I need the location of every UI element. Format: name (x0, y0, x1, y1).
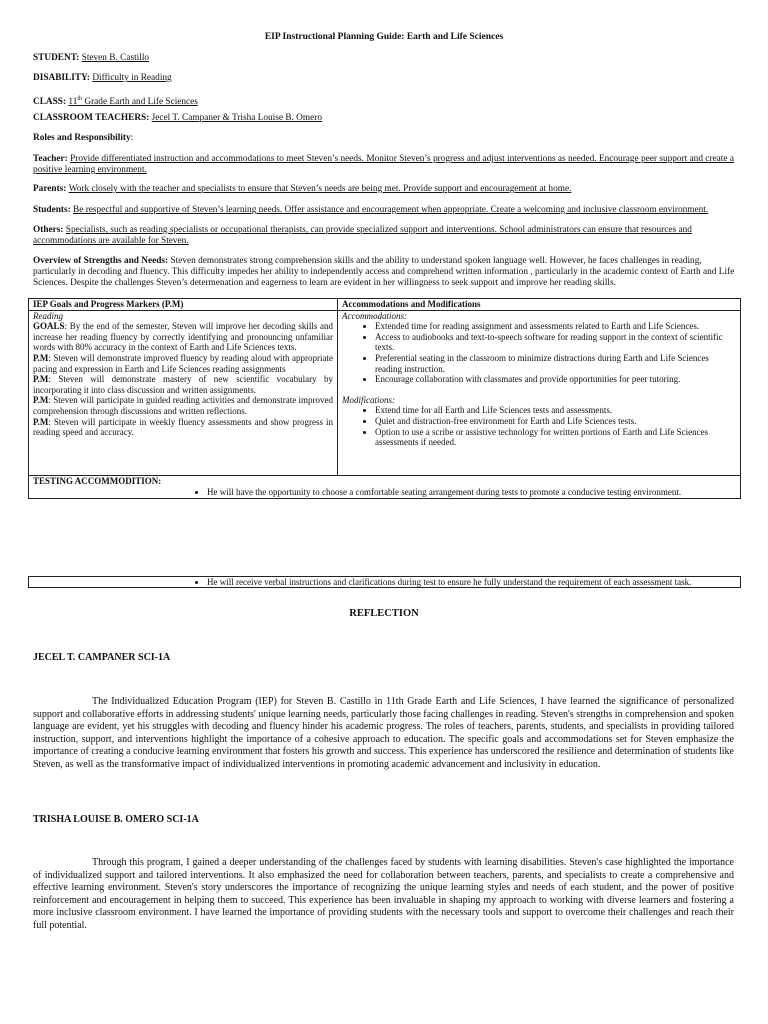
overview-paragraph: Overview of Strengths and Needs: Steven demonstrates strong comprehension skills and the ability to understand spoken language well. However, he faces challenges in reading, particularly in decoding and fluency. This difficulty impedes her ability to independently access and comprehend written information , particularly in the academic context of Earth and Life Sciences. Despite the challenges Steven’s determenation and eagerness to learn are evident in her willingness to seek support and improve her reading skills. (33, 256, 735, 288)
class-grade-suffix: th (77, 96, 83, 102)
goals-column-header: IEP Goals and Progress Markers (P.M) (29, 299, 338, 311)
list-item: • Preferential seating in the classroom to minimize distractions during Earth and Life Sciences reading instruction. (375, 353, 736, 374)
list-item: • Extended time for reading assignment and assessments related to Earth and Life Sciences. (375, 321, 736, 332)
class-grade: 11 (68, 97, 78, 108)
progress-marker: P.M: Steven will participate in weekly fluency assessments and show progress in reading speed and accuracy. (33, 416, 333, 438)
student-label: STUDENT (33, 53, 77, 63)
accommodations-list (342, 321, 736, 385)
progress-marker: P.M: Steven will demonstrate improved fluency by reading aloud with appropriate pacing and expression in Earth and Life Sciences reading assignments (33, 352, 333, 374)
student-line: STUDENT: Steven B. Castillo (33, 53, 150, 63)
parents-role: Parents: Work closely with the teacher and specialists to ensure that Steven’s needs are being met. Provide support and encouragement at home. (33, 184, 572, 194)
reflection-author: TRISHA LOUISE B. OMERO SCI-1A (33, 814, 199, 825)
list-item: • Access to audiobooks and text-to-speech software for reading support in the context of scientific texts. (375, 332, 736, 353)
list-item: • Encourage collaboration with classmates and provide opportunities for peer tutoring. (375, 374, 736, 385)
reflection-paragraph: Through this program, I gained a deeper understanding of the challenges faced by students with learning disabilities. Steven's case highlighted the importance of individualized support and tailored interventions. It also emphasized the need for collaboration between teachers, parents, and specialists to create a comprehensive and effective learning environment. Steven's story underscores the importance of recognizing the unique learning styles and needs of each student, and the power of positive reinforcement and encouragement in helping them to succeed. This experience has been invaluable in shaping my approach to working with diverse learners and fostering a more inclusive classroom environment. I have learned the importance of providing students with the necessary tools and support to overcome their challenges and reach their full potential. (33, 857, 734, 931)
reflection-paragraph: The Individualized Education Program (IEP) for Steven B. Castillo in 11th Grade Earth and Life Sciences, I have learned the significance of personalized support and collaborative efforts in addressing students' unique learning needs, particularly those facing challenges in reading. Steven's strengths in comprehension and spoken language are evident, yet his struggles with decoding and fluency hinder his academic progress. The roles of teachers, parents, students, and specialists in providing tailored instruction, support, and interventions highlight the importance of a cohesive approach to education. The specific goals and accommodations set for Steven emphasize the importance of creating a conducive learning environment that fosters his growth and success. This experience has underscored the resilience and determination of students like Steven, as well as the transformative impact of individualized interventions in promoting academic advancement and inclusivity in education. (33, 696, 734, 770)
goals-text-block: GOALS: By the end of the semester, Steven will improve her decoding skills and increase her reading fluency by correctly identifying and pronouncing unfamiliar words with 80% accuracy in the context of Earth and Life Sciences texts. (33, 321, 333, 353)
student-value: Steven B. Castillo (81, 53, 150, 63)
disability-label: DISABILITY (33, 73, 87, 83)
testing-accommodation-box-continued (28, 576, 741, 588)
accommodations-cell (338, 310, 741, 475)
list-item: • He will receive verbal instructions and clarifications during test to ensure he fully understand the requirement of each assessment task. (207, 577, 740, 587)
progress-marker: P.M: Steven will demonstrate mastery of new scientific vocabulary by incorporating it into class discussion and written assignments. (33, 374, 333, 395)
accommodations-label: Accommodations: (342, 310, 407, 321)
class-value: Grade Earth and Life Sciences (82, 97, 198, 108)
list-item: • He will have the opportunity to choose a comfortable seating arrangement during tests to promote a conducive testing environment. (207, 487, 740, 498)
class-line: CLASS: 11th Grade Earth and Life Sciences (33, 96, 198, 108)
teachers-label: CLASSROOM TEACHERS (33, 113, 147, 123)
teachers-value: Jecel T. Campaner & Trisha Louise B. Omero (151, 113, 322, 123)
list-item: • Option to use a scribe or assistive technology for written portions of Earth and Life Sciences assessments if needed. (375, 427, 736, 448)
accommodations-column-header: Accommodations and Modifications (338, 299, 741, 311)
roles-heading: Roles and Responsibility: (33, 133, 134, 143)
progress-marker: P.M: Steven will participate in guided reading activities and demonstrate improved comprehension through discussions and written reflections. (33, 395, 333, 416)
testing-accommodation-box (28, 475, 741, 499)
disability-value: Difficulty in Reading (92, 73, 172, 83)
disability-line: DISABILITY: Difficulty in Reading (33, 73, 172, 83)
document-title: EIP Instructional Planning Guide: Earth and Life Sciences (264, 32, 504, 42)
iep-table (28, 298, 741, 476)
testing-list (29, 487, 740, 498)
modifications-label: Modifications: (342, 394, 395, 405)
modifications-list (342, 405, 736, 447)
class-label: CLASS (33, 97, 63, 108)
teacher-role: Teacher: Provide differentiated instruction and accommodations to meet Steven’s needs. Monitor Steven’s progress and adjust interventions as needed. Encourage peer support and create a positive learning environment. (33, 154, 734, 175)
goals-cell (29, 310, 338, 475)
list-item: • Extend time for all Earth and Life Sciences tests and assessments. (375, 405, 736, 416)
reflection-author: JECEL T. CAMPANER SCI-1A (33, 652, 171, 663)
list-item: • Quiet and distraction-free environment for Earth and Life Sciences tests. (375, 416, 736, 427)
testing-list-continued (29, 577, 740, 587)
teachers-line: CLASSROOM TEACHERS: Jecel T. Campaner & Trisha Louise B. Omero (33, 113, 322, 123)
students-role: Students: Be respectful and supportive of Steven’s learning needs. Offer assistance and encouragement when appropriate. Create a welcoming and inclusive classroom environment. (33, 205, 709, 215)
others-role: Others: Specialists, such as reading specialists or occupational therapists, can provide specialized support and interventions. School administrators can ensure that resources and accommodations are available for Steven. (33, 225, 692, 246)
area-label: Reading (33, 310, 63, 321)
testing-label: TESTING ACCOMMODITION: (33, 476, 162, 486)
reflection-heading: REFLECTION (349, 608, 419, 619)
